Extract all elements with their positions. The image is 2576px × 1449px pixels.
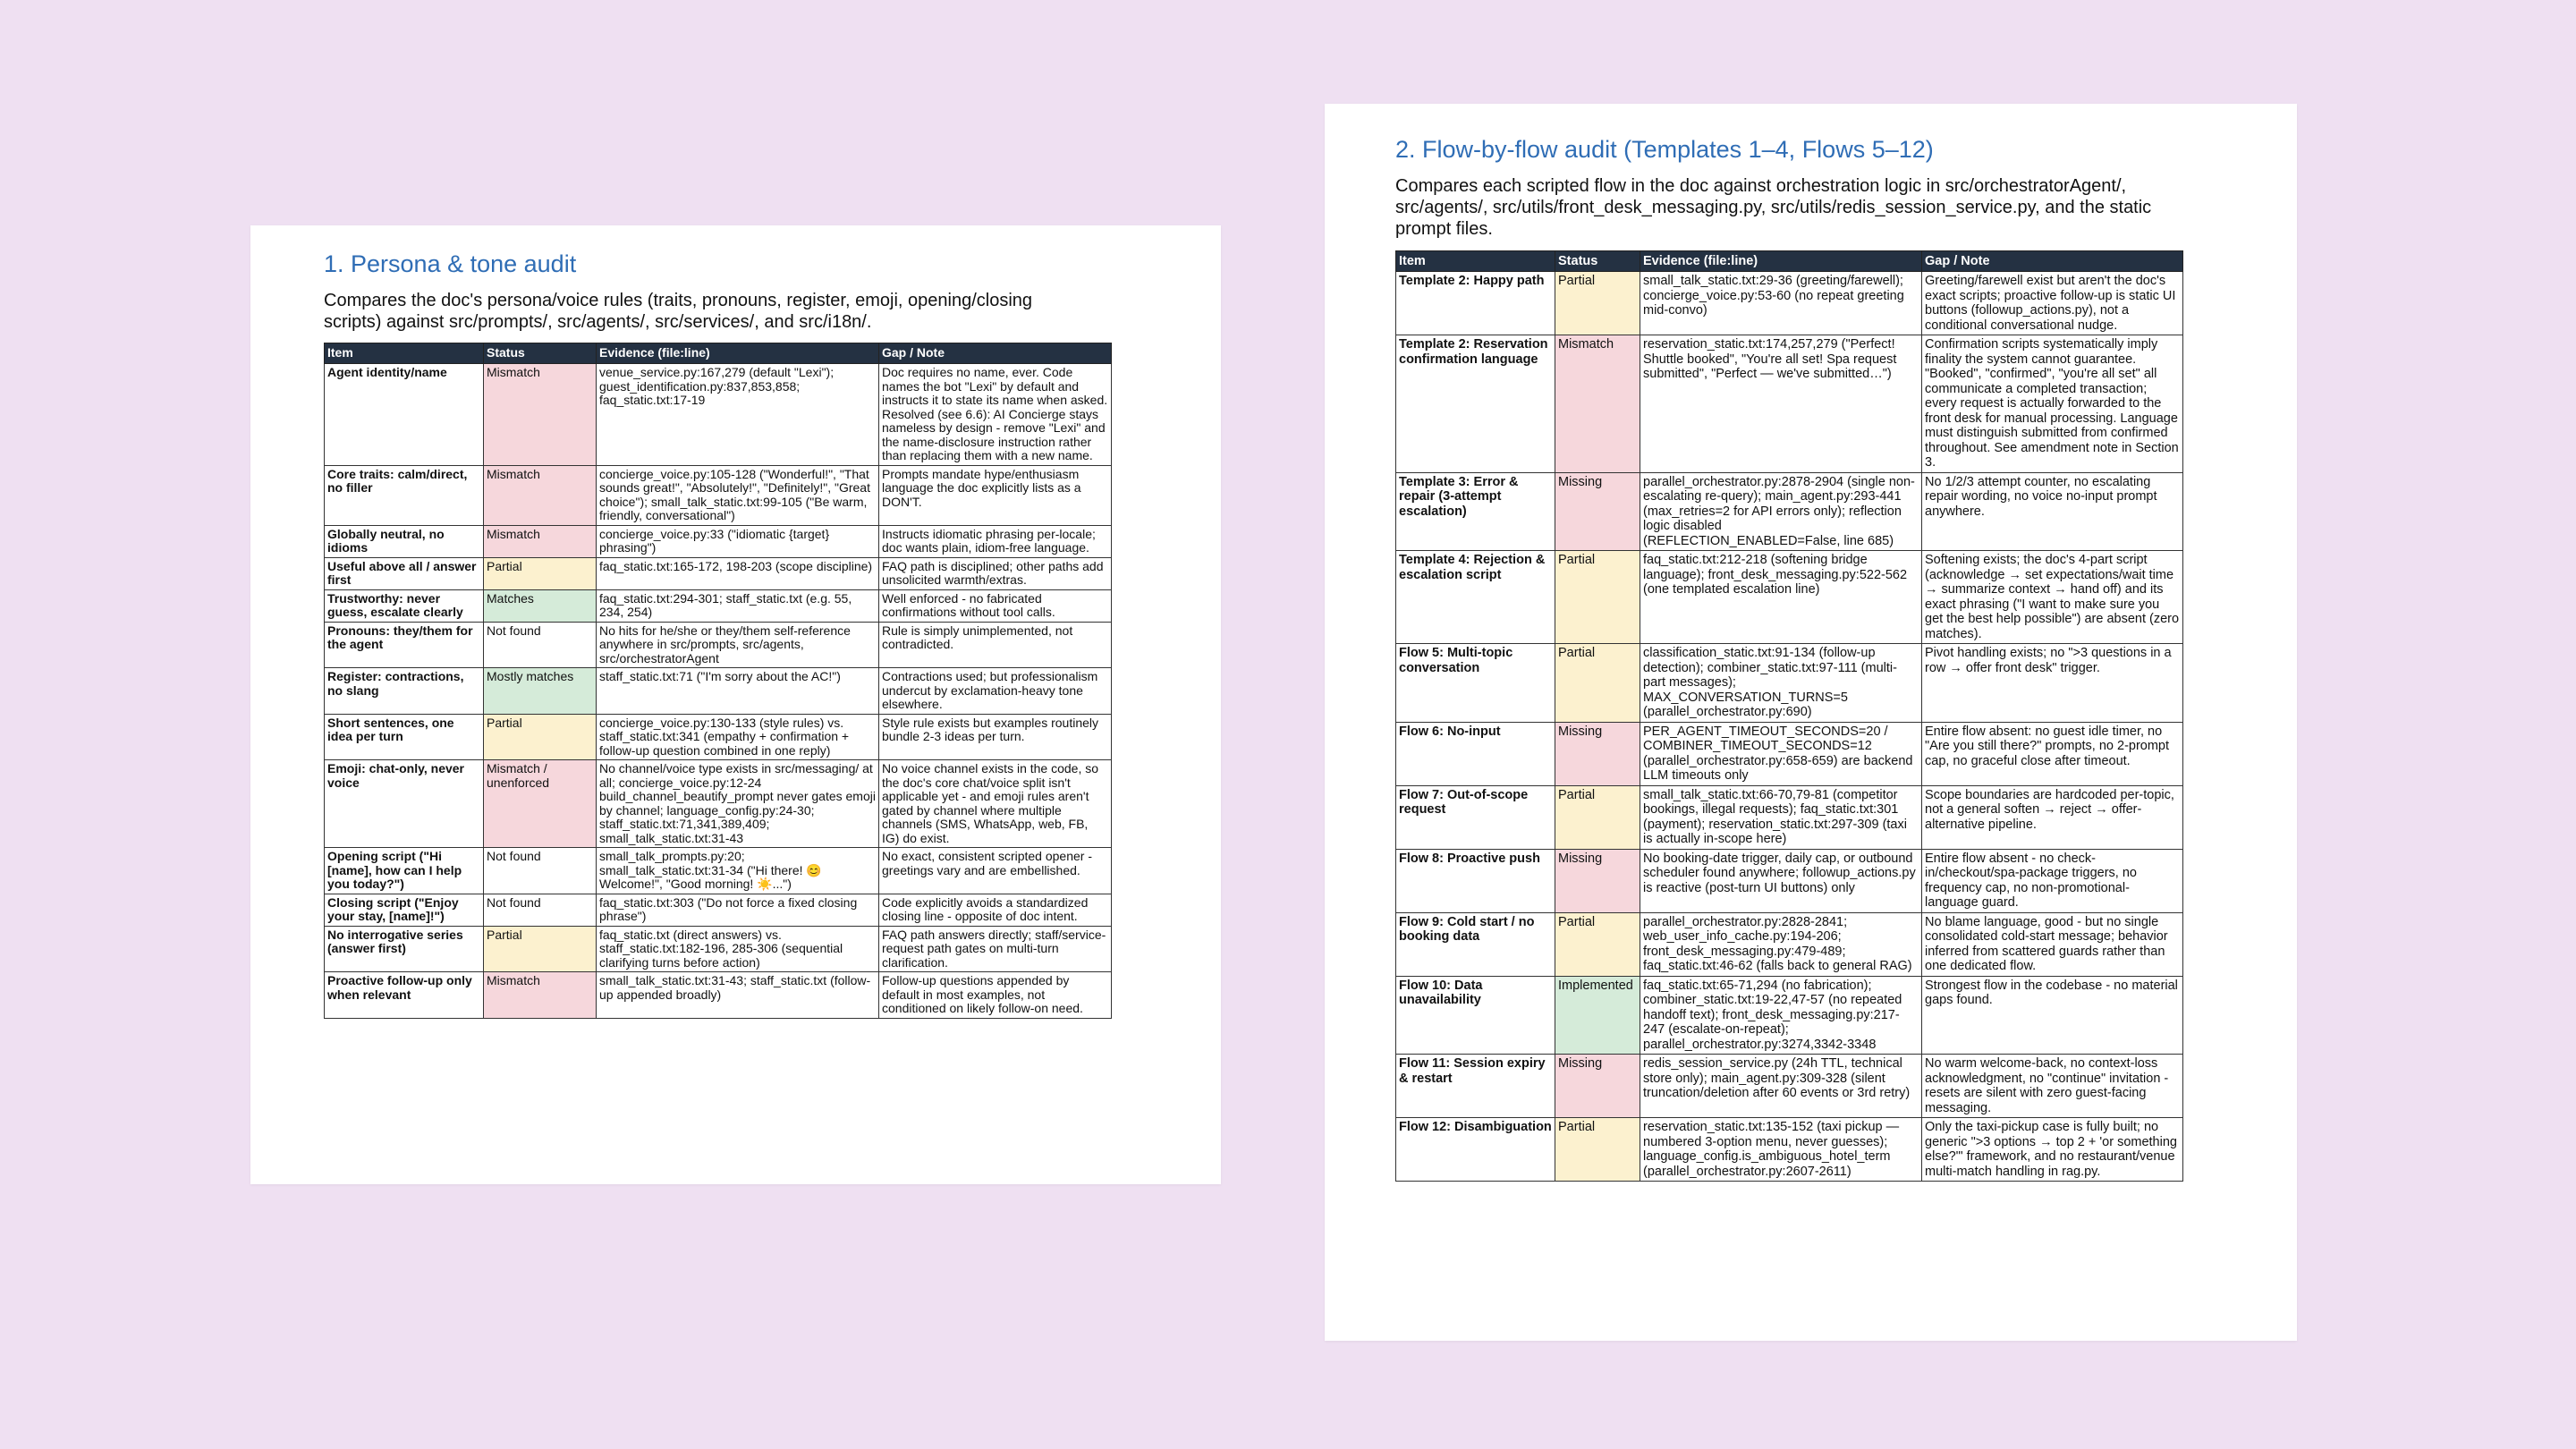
row-item-cell: Trustworthy: never guess, escalate clearly (325, 589, 484, 622)
row-item-cell: Flow 5: Multi-topic conversation (1396, 644, 1555, 723)
table-row (1396, 722, 2183, 785)
row-gap-cell: Doc requires no name, ever. Code names the bot "Lexi" by default and instructs it to state its name when asked. Resolved (see 6.6): AI Concierge stays nameless by design - remove "Lexi" and the name-disclosure instruction rather than replacing them with a new name. (879, 364, 1112, 466)
row-item-cell: Closing script ("Enjoy your stay, [name]!") (325, 894, 484, 926)
row-evidence-cell: venue_service.py:167,279 (default "Lexi"); guest_identification.py:837,853,858; faq_static.txt:17-19 (597, 364, 879, 466)
table-row (1396, 551, 2183, 644)
row-status-cell: Partial (1555, 644, 1640, 723)
section-title: 1. Persona & tone audit (324, 250, 577, 277)
table-row (325, 848, 1112, 894)
row-item-cell: Register: contractions, no slang (325, 668, 484, 715)
row-evidence-cell: faq_static.txt:303 ("Do not force a fixed closing phrase") (597, 894, 879, 926)
persona-audit-table (324, 343, 1112, 1019)
row-item-cell: Opening script ("Hi [name], how can I help you today?") (325, 848, 484, 894)
row-gap-cell: Strongest flow in the codebase - no material gaps found. (1922, 976, 2183, 1055)
row-gap-cell: Softening exists; the doc's 4-part script (acknowledge → set expectations/wait time → summarize context → hand off) and its exact phrasing ("I want to make sure you get the best help possible") are absent (zero matches). (1922, 551, 2183, 644)
table-row (325, 465, 1112, 525)
row-gap-cell: Entire flow absent - no check-in/checkout/spa-package triggers, no frequency cap, no non-promotional-language guard. (1922, 849, 2183, 912)
row-item-cell: Template 4: Rejection & escalation script (1396, 551, 1555, 644)
row-status-cell: Missing (1555, 472, 1640, 551)
row-item-cell: Pronouns: they/them for the agent (325, 622, 484, 668)
row-item-cell: Flow 10: Data unavailability (1396, 976, 1555, 1055)
row-evidence-cell: redis_session_service.py (24h TTL, technical store only); main_agent.py:309-328 (silent truncation/deletion after 60 events or 3rd retry) (1640, 1055, 1922, 1118)
row-evidence-cell: faq_static.txt (direct answers) vs. staff_static.txt:182-196, 285-306 (sequential clarifying turns before action) (597, 926, 879, 972)
table-row (1396, 1118, 2183, 1182)
header-gap-note: Gap / Note (1922, 251, 2183, 272)
row-evidence-cell: parallel_orchestrator.py:2828-2841; web_user_info_cache.py:194-206; front_desk_messaging.py:479-489; faq_static.txt:46-62 (falls back to general RAG) (1640, 912, 1922, 976)
row-status-cell: Missing (1555, 1055, 1640, 1118)
table-row (1396, 272, 2183, 335)
row-status-cell: Not found (484, 622, 597, 668)
table-row (1396, 472, 2183, 551)
table-header-row (325, 343, 1112, 364)
row-evidence-cell: faq_static.txt:212-218 (softening bridge language); front_desk_messaging.py:522-562 (one templated escalation line) (1640, 551, 1922, 644)
row-status-cell: Missing (1555, 722, 1640, 785)
row-status-cell: Matches (484, 589, 597, 622)
row-gap-cell: Greeting/farewell exist but aren't the doc's exact scripts; proactive follow-up is static UI buttons (followup_actions.py), not a conditional conversational nudge. (1922, 272, 2183, 335)
row-gap-cell: No 1/2/3 attempt counter, no escalating repair wording, no voice no-input prompt anywhere. (1922, 472, 2183, 551)
row-item-cell: Template 2: Happy path (1396, 272, 1555, 335)
row-evidence-cell: reservation_static.txt:135-152 (taxi pickup — numbered 3-option menu, never guesses); language_config.is_ambiguous_hotel_term (parallel_orchestrator.py:2607-2611) (1640, 1118, 1922, 1182)
header-evidence: Evidence (file:line) (597, 343, 879, 364)
row-gap-cell: Scope boundaries are hardcoded per-topic, not a general soften → reject → offer-alternative pipeline. (1922, 785, 2183, 849)
row-gap-cell: Rule is simply unimplemented, not contradicted. (879, 622, 1112, 668)
row-item-cell: Template 3: Error & repair (3-attempt escalation) (1396, 472, 1555, 551)
row-status-cell: Partial (1555, 912, 1640, 976)
row-gap-cell: No voice channel exists in the code, so the doc's core chat/voice split isn't applicable yet - and emoji rules aren't gated by channel where multiple channels (SMS, WhatsApp, web, FB, IG) do exist. (879, 760, 1112, 848)
row-status-cell: Partial (484, 557, 597, 589)
row-status-cell: Mismatch (484, 465, 597, 525)
row-item-cell: Globally neutral, no idioms (325, 525, 484, 557)
row-item-cell: Useful above all / answer first (325, 557, 484, 589)
row-item-cell: Flow 7: Out-of-scope request (1396, 785, 1555, 849)
row-item-cell: Short sentences, one idea per turn (325, 714, 484, 760)
table-row (325, 972, 1112, 1019)
section-intro: Compares the doc's persona/voice rules (traits, pronouns, register, emoji, opening/closing scripts) against src/prompts/, src/agents/, src/services/, and src/i18n/. (324, 291, 1033, 332)
row-gap-cell: Well enforced - no fabricated confirmations without tool calls. (879, 589, 1112, 622)
header-status: Status (1555, 251, 1640, 272)
table-row (325, 622, 1112, 668)
row-status-cell: Mismatch (484, 364, 597, 466)
table-row (325, 894, 1112, 926)
row-status-cell: Not found (484, 894, 597, 926)
table-row (1396, 335, 2183, 473)
header-item: Item (325, 343, 484, 364)
row-item-cell: Flow 9: Cold start / no booking data (1396, 912, 1555, 976)
row-item-cell: Template 2: Reservation confirmation language (1396, 335, 1555, 473)
table-row (325, 589, 1112, 622)
row-status-cell: Partial (1555, 1118, 1640, 1182)
row-gap-cell: Instructs idiomatic phrasing per-locale; doc wants plain, idiom-free language. (879, 525, 1112, 557)
row-evidence-cell: classification_static.txt:91-134 (follow-up detection); combiner_static.txt:97-111 (multi-part messages); MAX_CONVERSATION_TURNS=5 (parallel_orchestrator.py:690) (1640, 644, 1922, 723)
row-status-cell: Mismatch (484, 972, 597, 1019)
row-status-cell: Mostly matches (484, 668, 597, 715)
table-row (1396, 644, 2183, 723)
row-evidence-cell: small_talk_prompts.py:20; small_talk_static.txt:31-34 ("Hi there! 😊 Welcome!", "Good morning! ☀️...") (597, 848, 879, 894)
section-title: 2. Flow-by-flow audit (Templates 1–4, Flows 5–12) (1395, 136, 1934, 163)
row-item-cell: Core traits: calm/direct, no filler (325, 465, 484, 525)
row-item-cell: Flow 12: Disambiguation (1396, 1118, 1555, 1182)
row-gap-cell: Style rule exists but examples routinely bundle 2-3 ideas per turn. (879, 714, 1112, 760)
row-status-cell: Mismatch (1555, 335, 1640, 473)
row-status-cell: Partial (1555, 551, 1640, 644)
row-gap-cell: Code explicitly avoids a standardized closing line - opposite of doc intent. (879, 894, 1112, 926)
header-item: Item (1396, 251, 1555, 272)
table-row (325, 364, 1112, 466)
row-evidence-cell: small_talk_static.txt:31-43; staff_static.txt (follow-up appended broadly) (597, 972, 879, 1019)
table-row (325, 714, 1112, 760)
table-row (1396, 1055, 2183, 1118)
row-status-cell: Partial (1555, 785, 1640, 849)
row-evidence-cell: No hits for he/she or they/them self-reference anywhere in src/prompts, src/agents, src/orchestratorAgent (597, 622, 879, 668)
row-evidence-cell: reservation_static.txt:174,257,279 ("Perfect! Shuttle booked", "You're all set! Spa request submitted", "Perfect — we've submitted…") (1640, 335, 1922, 473)
row-item-cell: Flow 11: Session expiry & restart (1396, 1055, 1555, 1118)
row-evidence-cell: small_talk_static.txt:29-36 (greeting/farewell); concierge_voice.py:53-60 (no repeat greeting mid-convo) (1640, 272, 1922, 335)
row-evidence-cell: faq_static.txt:165-172, 198-203 (scope discipline) (597, 557, 879, 589)
row-evidence-cell: faq_static.txt:65-71,294 (no fabrication); combiner_static.txt:19-22,47-57 (no repeated handoff text); front_desk_messaging.py:217-247 (escalate-on-repeat); parallel_orchestrator.py:3274,3342-3348 (1640, 976, 1922, 1055)
table-row (1396, 976, 2183, 1055)
row-gap-cell: Contractions used; but professionalism undercut by exclamation-heavy tone elsewhere. (879, 668, 1112, 715)
row-status-cell: Not found (484, 848, 597, 894)
row-evidence-cell: faq_static.txt:294-301; staff_static.txt (e.g. 55, 234, 254) (597, 589, 879, 622)
row-gap-cell: Follow-up questions appended by default in most examples, not conditioned on likely follow-on need. (879, 972, 1112, 1019)
row-status-cell: Mismatch / unenforced (484, 760, 597, 848)
row-status-cell: Partial (484, 926, 597, 972)
header-status: Status (484, 343, 597, 364)
row-gap-cell: FAQ path is disciplined; other paths add unsolicited warmth/extras. (879, 557, 1112, 589)
row-status-cell: Partial (1555, 272, 1640, 335)
row-status-cell: Missing (1555, 849, 1640, 912)
row-gap-cell: No blame language, good - but no single consolidated cold-start message; behavior inferred from scattered guards rather than one dedicated flow. (1922, 912, 2183, 976)
row-item-cell: Proactive follow-up only when relevant (325, 972, 484, 1019)
row-item-cell: Flow 8: Proactive push (1396, 849, 1555, 912)
row-item-cell: Flow 6: No-input (1396, 722, 1555, 785)
row-evidence-cell: No channel/voice type exists in src/messaging/ at all; concierge_voice.py:12-24 build_channel_beautify_prompt never gates emoji by channel; language_config.py:24-30; staff_static.txt:71,341,389,409; small_talk_static.txt:31-43 (597, 760, 879, 848)
row-gap-cell: Prompts mandate hype/enthusiasm language the doc explicitly lists as a DON'T. (879, 465, 1112, 525)
row-status-cell: Partial (484, 714, 597, 760)
row-item-cell: Agent identity/name (325, 364, 484, 466)
row-gap-cell: Confirmation scripts systematically imply finality the system cannot guarantee. "Booked", "confirmed", "you're all set" all communicate a completed transaction; every request is actually forwarded to the front desk for manual processing. Language must distinguish submitted from confirmed throughout. See amendment note in Section 3. (1922, 335, 2183, 473)
row-gap-cell: No exact, consistent scripted opener - greetings vary and are embellished. (879, 848, 1112, 894)
table-row (325, 760, 1112, 848)
row-evidence-cell: No booking-date trigger, daily cap, or outbound scheduler found anywhere; followup_actions.py is reactive (post-turn UI buttons) only (1640, 849, 1922, 912)
row-evidence-cell: concierge_voice.py:105-128 ("Wonderful!", "That sounds great!", "Absolutely!", "Definitely!", "Great choice"); small_talk_static.txt:99-105 ("Be warm, friendly, conversational") (597, 465, 879, 525)
row-item-cell: Emoji: chat-only, never voice (325, 760, 484, 848)
row-gap-cell: FAQ path answers directly; staff/service-request path gates on multi-turn clarification. (879, 926, 1112, 972)
row-evidence-cell: concierge_voice.py:33 ("idiomatic {target} phrasing") (597, 525, 879, 557)
table-row (325, 525, 1112, 557)
document-page-persona (250, 225, 1221, 1184)
section-intro: Compares each scripted flow in the doc against orchestration logic in src/orchestratorAgent/, src/agents/, src/utils/front_desk_messaging.py, src/utils/redis_session_service.py, and the static prompt files. (1395, 176, 2152, 239)
row-gap-cell: No warm welcome-back, no context-loss acknowledgment, no "continue" invitation - resets are silent with zero guest-facing messaging. (1922, 1055, 2183, 1118)
document-page-flows (1325, 104, 2297, 1341)
header-evidence: Evidence (file:line) (1640, 251, 1922, 272)
row-status-cell: Mismatch (484, 525, 597, 557)
row-gap-cell: Pivot handling exists; no ">3 questions in a row → offer front desk" trigger. (1922, 644, 2183, 723)
row-evidence-cell: parallel_orchestrator.py:2878-2904 (single non-escalating re-query); main_agent.py:293-441 (max_retries=2 for API errors only); reflection logic disabled (REFLECTION_ENABLED=False, line 685) (1640, 472, 1922, 551)
row-gap-cell: Only the taxi-pickup case is fully built; no generic ">3 options → top 2 + 'or something else?'" framework, and no restaurant/venue multi-match handling in rag.py. (1922, 1118, 2183, 1182)
table-row (1396, 785, 2183, 849)
row-evidence-cell: PER_AGENT_TIMEOUT_SECONDS=20 / COMBINER_TIMEOUT_SECONDS=12 (parallel_orchestrator.py:658-659) are backend LLM timeouts only (1640, 722, 1922, 785)
row-status-cell: Implemented (1555, 976, 1640, 1055)
table-header-row (1396, 251, 2183, 272)
table-row (325, 668, 1112, 715)
row-evidence-cell: concierge_voice.py:130-133 (style rules) vs. staff_static.txt:341 (empathy + confirmation + follow-up question combined in one reply) (597, 714, 879, 760)
row-item-cell: No interrogative series (answer first) (325, 926, 484, 972)
row-gap-cell: Entire flow absent: no guest idle timer, no "Are you still there?" prompts, no 2-prompt cap, no graceful close after timeout. (1922, 722, 2183, 785)
row-evidence-cell: staff_static.txt:71 ("I'm sorry about the AC!") (597, 668, 879, 715)
table-row (1396, 912, 2183, 976)
table-row (325, 557, 1112, 589)
header-gap-note: Gap / Note (879, 343, 1112, 364)
row-evidence-cell: small_talk_static.txt:66-70,79-81 (competitor bookings, illegal requests); faq_static.txt:301 (payment); reservation_static.txt:297-309 (taxi is actually in-scope here) (1640, 785, 1922, 849)
flow-audit-table (1395, 250, 2183, 1182)
table-row (325, 926, 1112, 972)
table-row (1396, 849, 2183, 912)
